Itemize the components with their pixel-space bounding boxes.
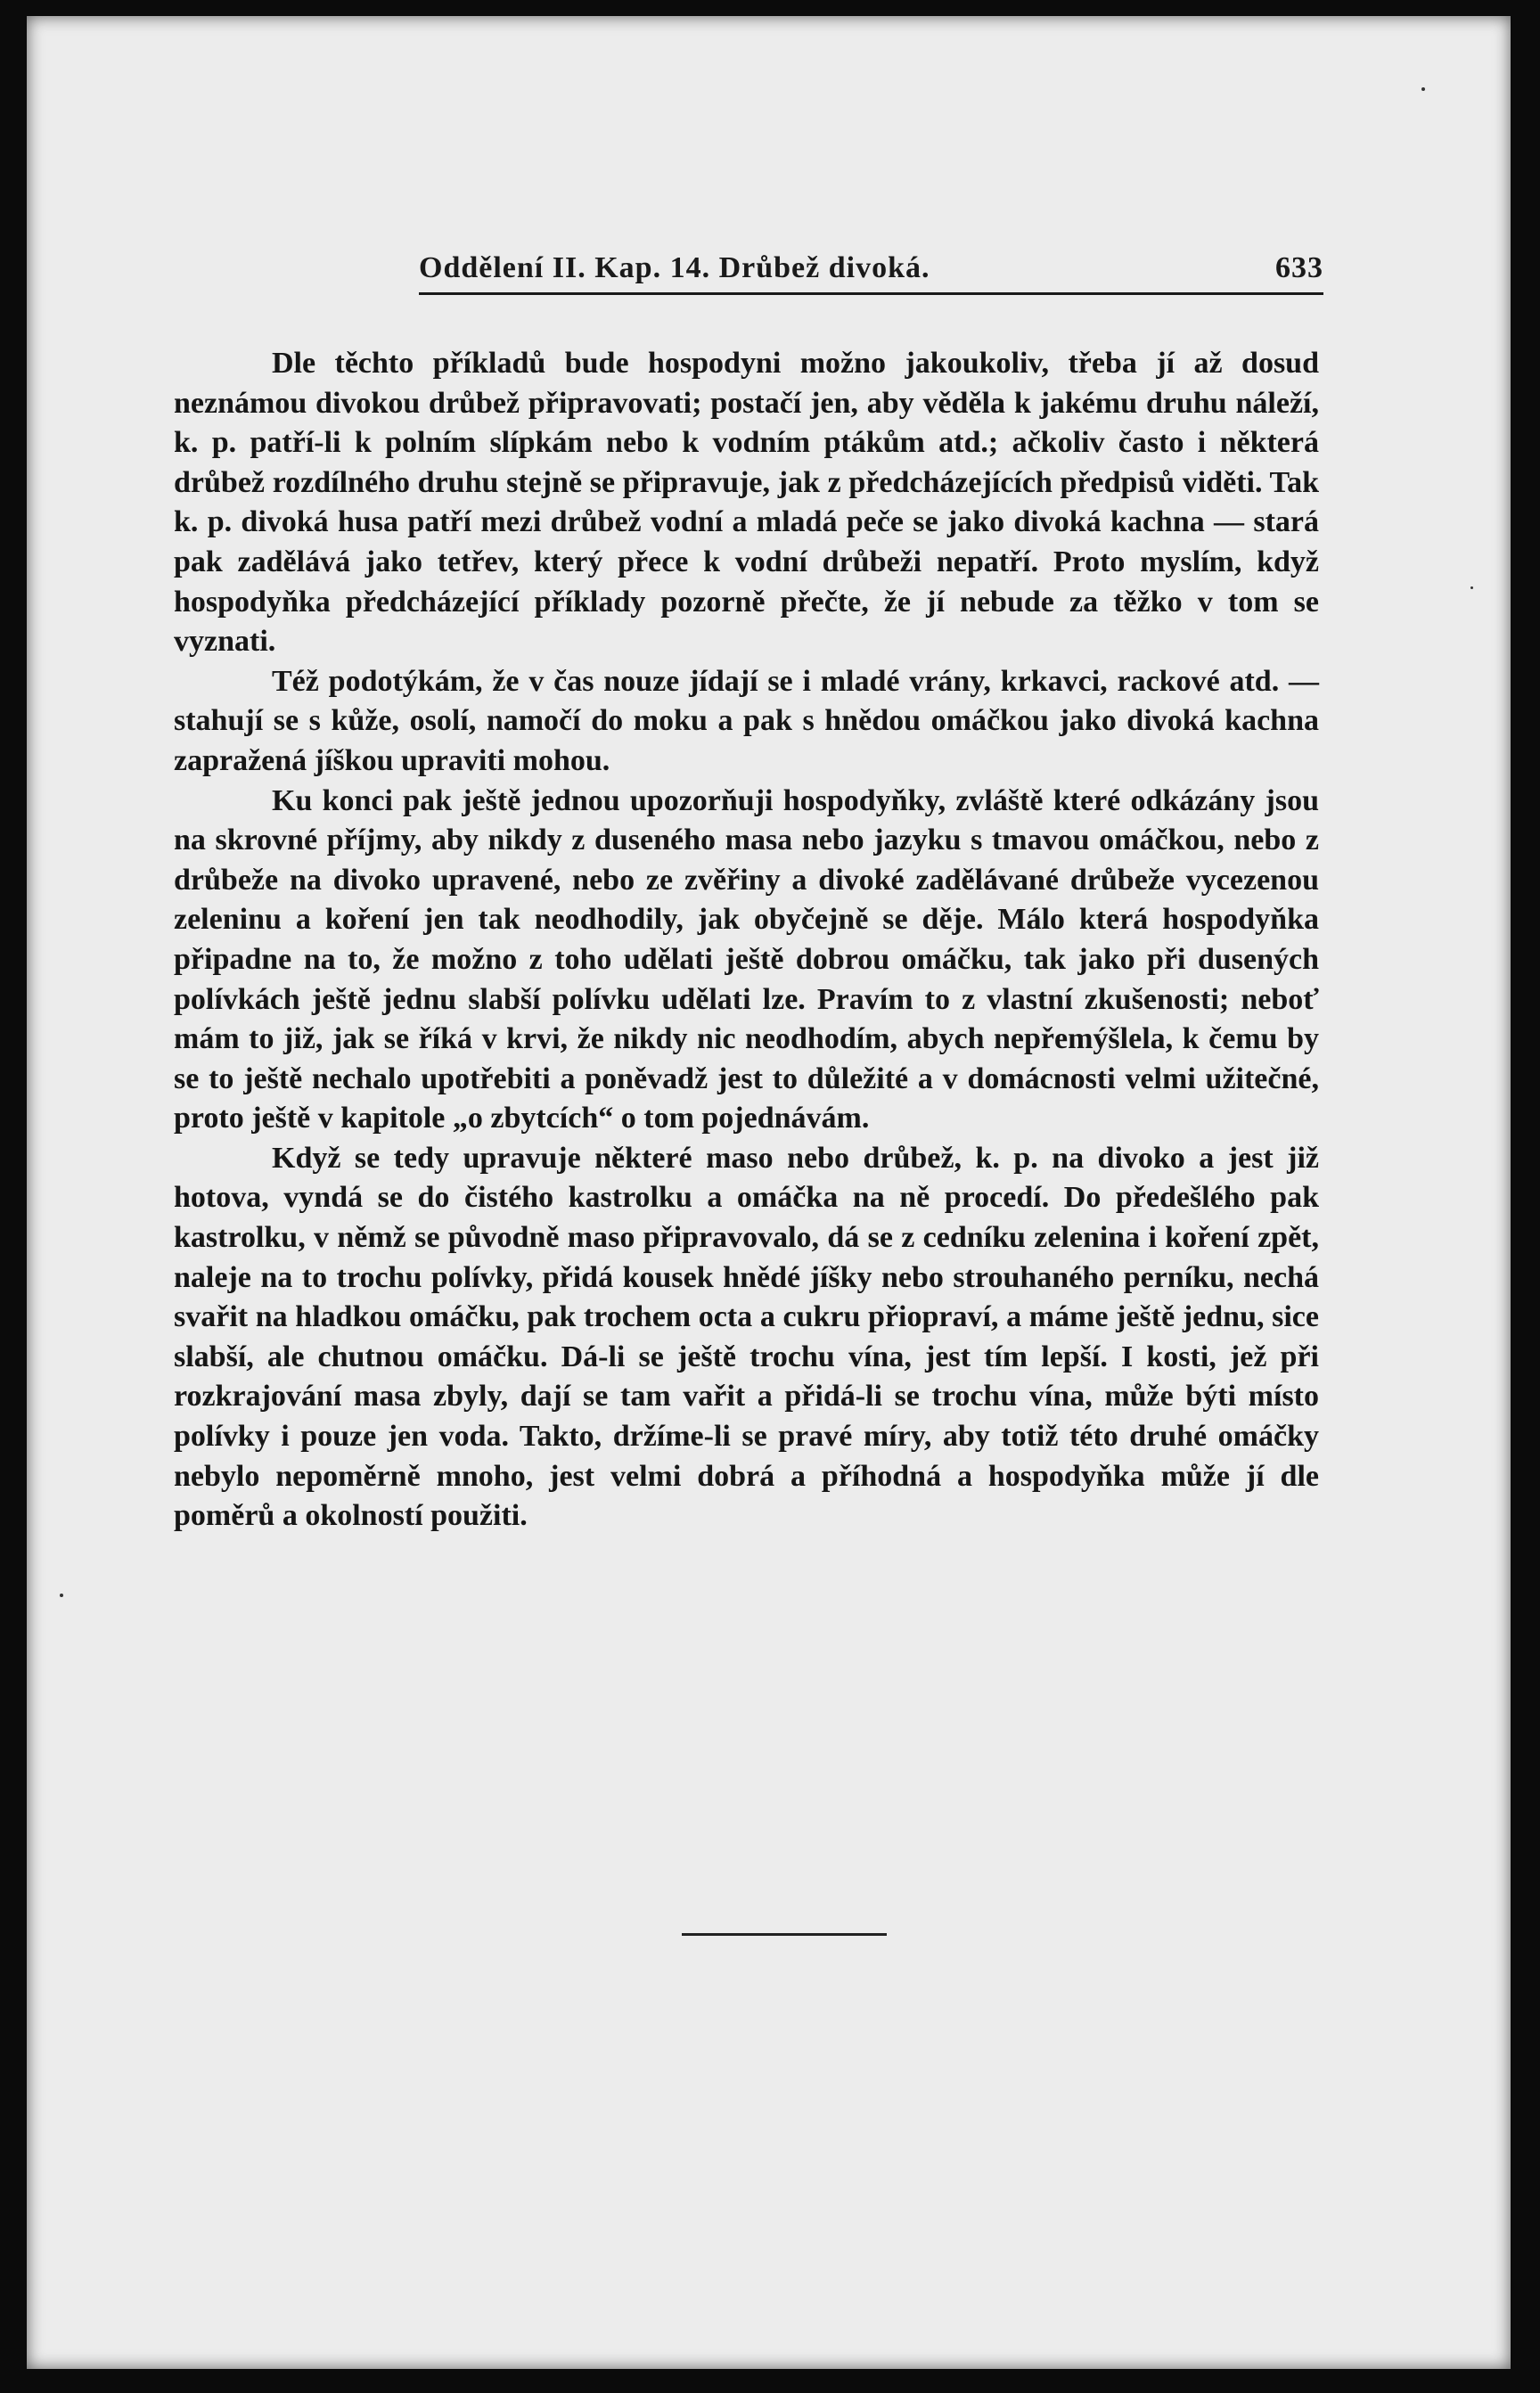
- paper-speck: [60, 1594, 63, 1597]
- body-text: [174, 344, 1319, 1537]
- section-end-rule: [682, 1933, 887, 1936]
- paragraph: Též podotýkám, že v čas nouze jídají se i mladé vrány, krkavci, rackové atd. — stahují se s kůže, osolí, namočí do moku a pak s hnědou omáčkou jako divoká kachna zapražená jíškou upraviti mohou.: [174, 664, 1319, 777]
- paragraph: Když se tedy upravuje některé maso nebo drůbež, k. p. na divoko a jest již hotova, vyndá se do čistého kastrolku a omáčka na ně procedí. Do předešlého pak kastrolku, v němž se původně maso připravovalo, dá se z cedníku zelenina i koření zpět, naleje na to trochu polívky, přidá kousek hnědé jíšky nebo strouhaného perníku, nechá svařit na hladkou omáčku, pak trochem octa a cukru přiopraví, a máme ještě jednu, sice slabší, ale chutnou omáčku. Dá-li se ještě trochu vína, jest tím lepší. I kosti, jež při rozkrajování masa zbyly, dají se tam vařit a přidá-li se trochu vína, může býti místo polívky i pouze jen voda. Takto, držíme-li se pravé míry, aby totiž této druhé omáčky nebylo nepoměrně mnoho, jest velmi dobrá a příhodná a hospodyňka může jí dle poměrů a okolností použiti.: [174, 1141, 1319, 1533]
- paragraph: Dle těchto příkladů bude hospodyni možno jakoukoliv, třeba jí až dosud neznámou divokou drůbež připravovati; postačí jen, aby věděla k jakému druhu náleží, k. p. patří-li k polním slípkám nebo k vodním ptákům atd.; ačkoliv často i některá drůbež rozdílného druhu stejně se připravuje, jak z předcházejících předpisů viděti. Tak k. p. divoká husa patří mezi drůbež vodní a mladá peče se jako divoká kachna — stará pak zadělává jako tetřev, který přece k vodní drůbeži nepatří. Proto myslím, když hospodyňka předcházející příklady pozorně přečte, že jí nebude za těžko v tom se vyznati.: [174, 347, 1319, 659]
- header-rule: [419, 292, 1323, 295]
- book-page: [27, 16, 1511, 2369]
- paper-speck: [1470, 586, 1473, 589]
- page-number: 633: [1275, 251, 1323, 284]
- paragraph: Ku konci pak ještě jednou upozorňuji hospodyňky, zvláště které odkázány jsou na skrovné příjmy, aby nikdy z duseného masa nebo jazyku s tmavou omáčkou, nebo z drůbeže na divoko upravené, nebo ze zvěřiny a divoké zadělávané drůbeže vycezenou zeleninu a koření jen tak neodhodily, jak obyčejně se děje. Málo která hospodyňka připadne na to, že možno z toho udělati ještě dobrou omáčku, tak jako při dusených polívkách ještě jednu slabší polívku udělati lze. Pravím to z vlastní zkušenosti; neboť mám to již, jak se říká v krvi, že nikdy nic neodhodím, abych nepřemýšlela, k čemu by se to ještě nechalo upotřebiti a poněvadž jest to důležité a v domácnosti velmi užitečné, proto ještě v kapitole „o zbytcích“ o tom pojednávám.: [174, 783, 1319, 1135]
- running-header: [174, 246, 1323, 299]
- header-title: Oddělení II. Kap. 14. Drůbež divoká.: [419, 251, 930, 284]
- paper-speck: [1421, 87, 1425, 91]
